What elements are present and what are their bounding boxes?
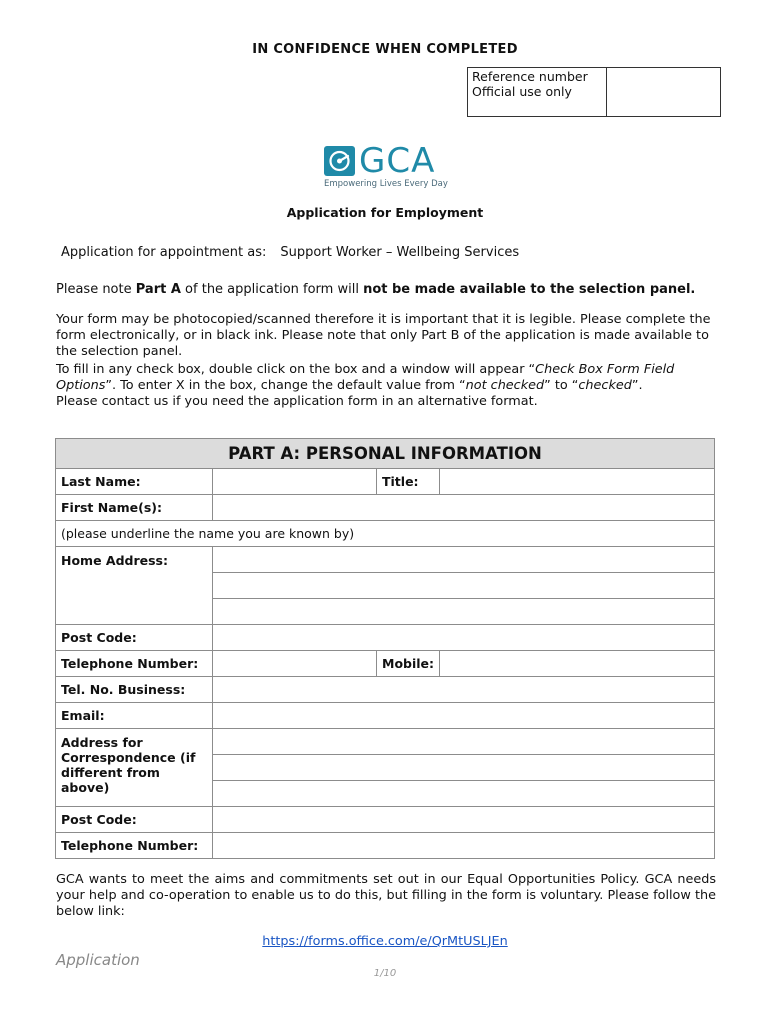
title-field[interactable] [440,469,715,495]
part-a-heading: PART A: PERSONAL INFORMATION [56,439,715,469]
home-address-line-3[interactable] [213,599,715,625]
last-name-label: Last Name: [56,469,213,495]
telephone-field[interactable] [213,651,377,677]
instructions-paragraph-3: Please contact us if you need the application form in an alternative format. [56,394,538,409]
correspondence-address-label: Address for Correspondence (if different from above) [56,729,213,807]
first-names-label: First Name(s): [56,495,213,521]
page-number: 1/10 [373,968,397,979]
mobile-label: Mobile: [377,651,440,677]
p2-text-e: ” to “ [544,378,579,393]
telephone-2-label: Telephone Number: [56,833,213,859]
note-text-mid: of the application form will [180,282,364,297]
title-label: Title: [377,469,440,495]
note-emphasis: not be made available to the selection panel. [363,282,696,297]
tel-business-label: Tel. No. Business: [56,677,213,703]
p2-text-a: To fill in any check box, double click on the box and a window will appear “ [56,362,536,377]
appointment-line [61,245,519,260]
post-code-2-label: Post Code: [56,807,213,833]
p2-text-g: ”. [631,378,643,393]
post-code-label: Post Code: [56,625,213,651]
correspondence-address-line-2[interactable] [213,755,715,781]
tel-business-field[interactable] [213,677,715,703]
part-a-note [56,282,716,297]
instructions-paragraph-2 [56,362,716,394]
form-title: Application for Employment [286,205,484,220]
p2-text-c: ”. To enter X in the box, change the default value from “ [105,378,466,393]
telephone-label: Telephone Number: [56,651,213,677]
survey-link[interactable]: https://forms.office.com/e/QrMtUSLJEn [262,934,508,949]
home-address-label: Home Address: [56,547,213,625]
correspondence-address-line-3[interactable] [213,781,715,807]
email-field[interactable] [213,703,715,729]
post-code-field[interactable] [213,625,715,651]
appointment-label: Application for appointment as: [61,245,267,260]
logo-tagline: Empowering Lives Every Day [324,179,448,189]
confidential-notice: IN CONFIDENCE WHEN COMPLETED [252,42,518,57]
logo-text: GCA [359,141,436,181]
instructions-paragraph-1: Your form may be photocopied/scanned therefore it is important that it is legible. Please complete the form electronically, or in black ink. Please note that only Part B of the application is made available to the selection panel. [56,312,711,359]
reference-value-field[interactable] [607,68,721,117]
personal-information-table [55,438,715,859]
email-label: Email: [56,703,213,729]
gca-logo [322,143,452,193]
telephone-2-field[interactable] [213,833,715,859]
first-names-field[interactable] [213,495,715,521]
home-address-line-1[interactable] [213,547,715,573]
equal-opportunities-text: GCA wants to meet the aims and commitments set out in our Equal Opportunities Policy. GCA needs your help and co-operation to enable us to do this, but filling in the form is voluntary. Please follow the below link: [56,872,716,919]
last-name-field[interactable] [213,469,377,495]
reference-label: Reference number Official use only [468,68,607,117]
p2-italic-f: checked [578,378,632,393]
logo-mark-icon [324,146,355,176]
post-code-2-field[interactable] [213,807,715,833]
home-address-line-2[interactable] [213,573,715,599]
mobile-field[interactable] [440,651,715,677]
reference-box [467,67,721,117]
p2-italic-d: not checked [465,378,545,393]
underline-note: (please underline the name you are known by) [56,521,715,547]
note-part-a: Part A [135,282,181,297]
correspondence-address-line-1[interactable] [213,729,715,755]
appointment-value: Support Worker – Wellbeing Services [280,245,520,260]
note-text: Please note [56,282,136,297]
footer-document-name: Application [56,951,140,969]
p2-italic-b: Check Box Form Field Options [56,362,675,393]
